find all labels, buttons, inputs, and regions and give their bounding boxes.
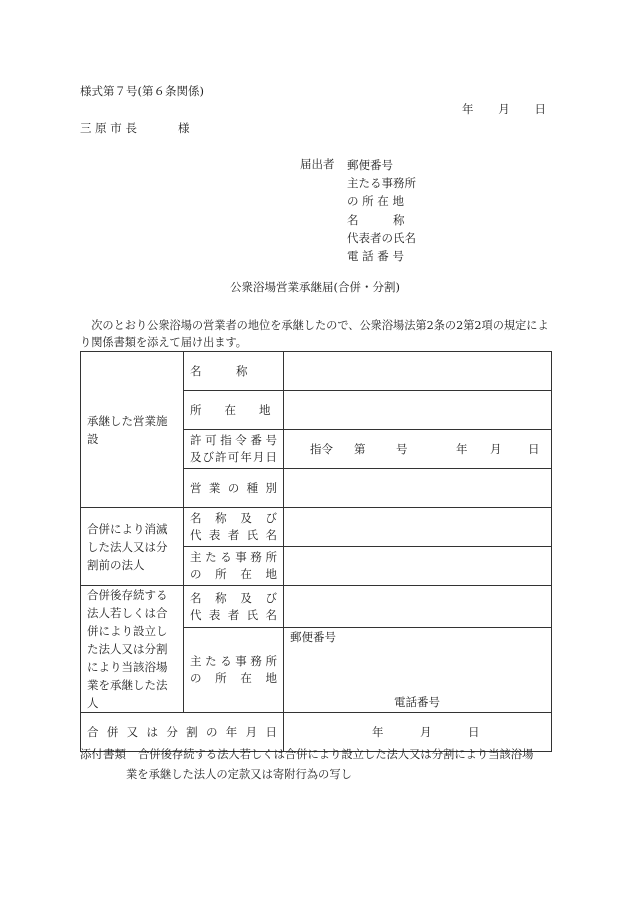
intro-paragraph: 次のとおり公衆浴場の営業者の地位を承継したので、公衆浴場法第2条の2第2項の規定により関係書類を添えて届け出ます。 — [80, 319, 549, 349]
notifier-field-representative: 代表者の氏名 — [347, 230, 416, 245]
permit-no-label: 第 — [354, 442, 366, 456]
permit-number-value[interactable] — [284, 430, 552, 469]
successor-name-line2: 代 表 者 氏 名 — [190, 607, 277, 622]
dissolved-corp-label: 合併により消滅した法人又は分割前の法人 — [81, 508, 184, 586]
successor-name-value[interactable] — [284, 586, 552, 628]
successor-office-line1: 主 た る 事 務 所 — [190, 654, 277, 669]
merger-date-text: 合 併 又 は 分 割 の 年 月 日 — [87, 724, 277, 739]
attachments-label: 添付書類 — [80, 747, 126, 761]
notification-table — [80, 351, 552, 752]
notifier-fields — [347, 156, 416, 265]
business-type-label — [184, 469, 284, 508]
facility-location-value[interactable] — [284, 391, 552, 430]
date-month-label: 月 — [498, 102, 510, 116]
merger-day-label: 日 — [468, 725, 480, 739]
permit-label-line2: 及 び 許 可 年 月 日 — [190, 450, 277, 464]
successor-postal-label: 郵便番号 — [290, 630, 336, 645]
notifier-field-office: 主たる事務所 — [347, 176, 416, 191]
dissolved-office-line2: の 所 在 地 — [190, 567, 277, 581]
date-year-label: 年 — [462, 102, 474, 116]
submission-date — [462, 101, 546, 117]
successor-office-line2: の 所 在 地 — [190, 671, 277, 686]
facility-name-label: 名 称 — [184, 352, 284, 391]
notifier-label: 届出者 — [300, 157, 335, 171]
permit-number-label — [184, 430, 284, 469]
successor-name-line1: 名 称 及 び — [190, 590, 277, 605]
merger-month-label: 月 — [420, 725, 432, 739]
permit-year-label: 年 — [456, 442, 468, 456]
document-title: 公衆浴場営業承継届(合併・分割) — [230, 280, 400, 294]
attachments-text-line2: 業を承継した法人の定款又は寄附行為の写し — [126, 768, 352, 781]
notifier-field-name: 名 称 — [347, 212, 405, 227]
successor-phone-label: 電話番号 — [394, 695, 440, 709]
form-number: 様式第７号(第６条関係) — [80, 84, 204, 98]
attachments-text-line1: 合併後存続する法人若しくは合併により設立した法人又は分割により当該浴場 — [138, 748, 534, 761]
merger-year-label: 年 — [372, 725, 384, 739]
successor-corp-label: 合併後存続する法人若しくは合併により設立した法人又は分割により当該浴場業を承継した法人 — [81, 586, 184, 713]
dissolved-name-value[interactable] — [284, 508, 552, 547]
business-type-value[interactable] — [284, 469, 552, 508]
business-type-text: 営 業 の 種 別 — [190, 480, 277, 495]
dissolved-name-line2: 代 表 者 氏 名 — [190, 528, 277, 542]
successor-office-label — [184, 628, 284, 713]
notifier-field-location: の 所 在 地 — [347, 194, 404, 209]
facility-name-value[interactable] — [284, 352, 552, 391]
successor-office-value[interactable] — [284, 628, 552, 713]
date-day-label: 日 — [534, 102, 546, 116]
facility-location-label: 所 在 地 — [184, 391, 284, 430]
succeeded-facility-label: 承継した営業施設 — [81, 352, 184, 508]
permit-order-label: 指令 — [310, 442, 333, 456]
dissolved-office-value[interactable] — [284, 547, 552, 586]
notifier-field-postal: 郵便番号 — [347, 158, 393, 172]
dissolved-name-line1: 名 称 及 び — [190, 511, 277, 525]
successor-name-label — [184, 586, 284, 628]
permit-month-label: 月 — [490, 442, 502, 456]
notifier-field-phone: 電 話 番 号 — [347, 249, 404, 264]
dissolved-office-line1: 主 た る 事 務 所 — [190, 550, 277, 564]
permit-day-label: 日 — [528, 442, 540, 456]
permit-label-line1: 許 可 指 令 番 号 — [190, 433, 277, 447]
honorific: 様 — [178, 121, 190, 135]
dissolved-office-label — [184, 547, 284, 586]
permit-go-label: 号 — [396, 442, 408, 456]
addressee: 三 原 市 長 — [80, 121, 137, 135]
dissolved-name-label — [184, 508, 284, 547]
